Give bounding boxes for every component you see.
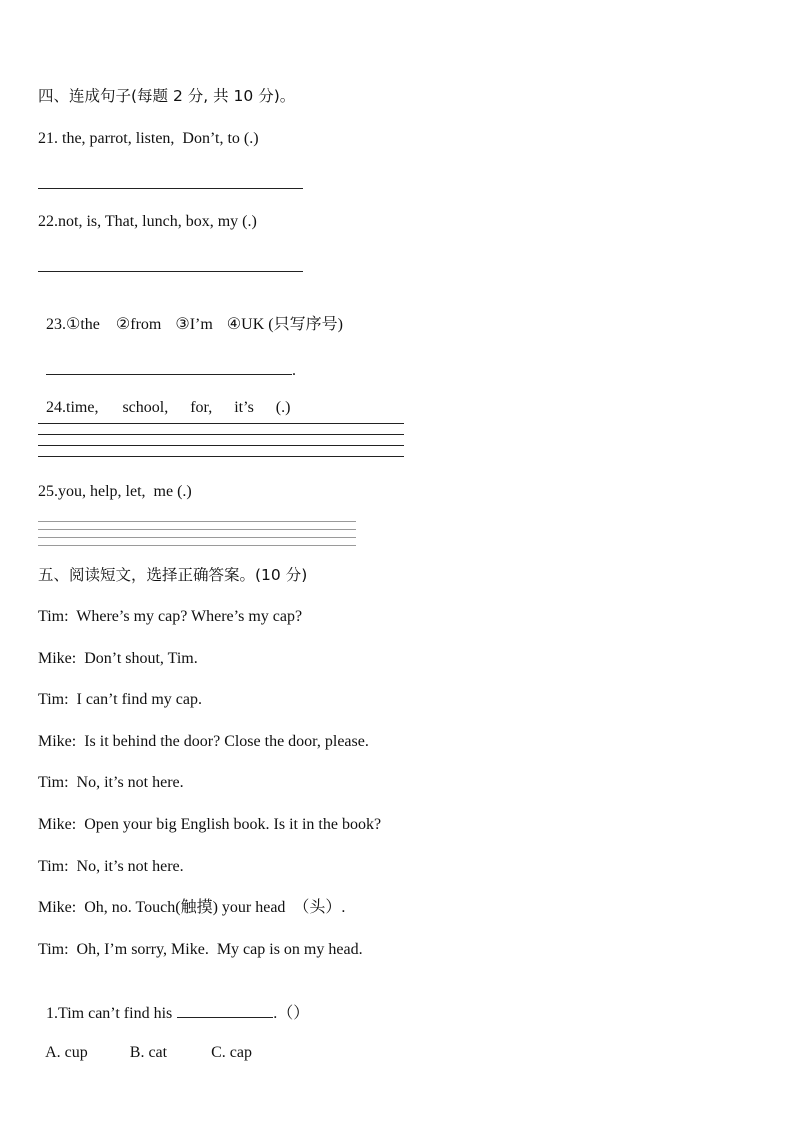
dialogue-line: Tim: I can’t find my cap. [38, 691, 202, 708]
answer-line-25-b[interactable] [38, 529, 356, 530]
dialogue-line: Mike: Open your big English book. Is it in the book? [38, 816, 382, 833]
reading-question-1-prefix: 1.Tim can’t find his [46, 1005, 173, 1022]
answer-line-24-a[interactable] [38, 423, 404, 424]
question-23-word-1: ①the [66, 316, 100, 333]
question-24-word-1: time, [66, 399, 99, 416]
answer-line-23[interactable] [46, 359, 292, 375]
dialogue-line: Tim: Oh, I’m sorry, Mike. My cap is on my head. [38, 941, 363, 958]
answer-line-25-c[interactable] [38, 537, 356, 538]
reading-question-1 [38, 982, 309, 1024]
question-24-word-5: (.) [275, 399, 291, 416]
question-25: 25.you, help, let, me (.) [38, 483, 192, 500]
answer-line-22[interactable] [38, 271, 303, 272]
answer-line-21[interactable] [38, 188, 303, 189]
question-23 [38, 295, 343, 335]
dialogue-line: Tim: Where’s my cap? Where’s my cap? [38, 608, 303, 625]
dialogue-line: Tim: No, it’s not here. [38, 858, 184, 875]
question-23-note: (只写序号) [268, 316, 343, 333]
dialogue-line: Mike: Oh, no. Touch(触摸) your head （头）. [38, 899, 346, 916]
option-b[interactable]: B. cat [129, 1044, 168, 1061]
question-23-word-3: ③I’m [175, 316, 213, 333]
section-5-heading: 五、阅读短文，选择正确答案。(10 分) [38, 566, 308, 584]
question-23-number: 23. [46, 316, 66, 333]
section-4-heading: 四、连成句子(每题 2 分, 共 10 分)。 [38, 87, 296, 105]
question-23-word-2: ②from [115, 316, 162, 333]
reading-question-1-suffix: .（） [273, 1005, 310, 1022]
question-24-number: 24. [46, 399, 66, 416]
reading-question-1-blank[interactable] [177, 1002, 273, 1018]
answer-line-25-a[interactable] [38, 521, 356, 522]
question-21: 21. the, parrot, listen, Don’t, to (.) [38, 130, 259, 147]
dialogue-line: Mike: Don’t shout, Tim. [38, 650, 198, 667]
answer-23-period: . [292, 362, 296, 379]
question-24 [38, 378, 290, 418]
options-row [38, 1023, 252, 1063]
question-24-word-2: school, [122, 399, 169, 416]
dialogue-line: Tim: No, it’s not here. [38, 774, 184, 791]
option-c[interactable]: C. cap [211, 1044, 252, 1061]
answer-23-row [38, 339, 296, 381]
answer-line-24-d[interactable] [38, 456, 404, 457]
dialogue-line: Mike: Is it behind the door? Close the door, please. [38, 733, 369, 750]
answer-line-24-b[interactable] [38, 434, 404, 435]
answer-line-24-c[interactable] [38, 445, 404, 446]
question-22: 22.not, is, That, lunch, box, my (.) [38, 213, 257, 230]
question-24-word-3: for, [190, 399, 213, 416]
question-23-word-4: ④UK [226, 316, 265, 333]
answer-line-25-d[interactable] [38, 545, 356, 546]
question-24-word-4: it’s [234, 399, 254, 416]
option-a[interactable]: A. cup [45, 1044, 88, 1061]
